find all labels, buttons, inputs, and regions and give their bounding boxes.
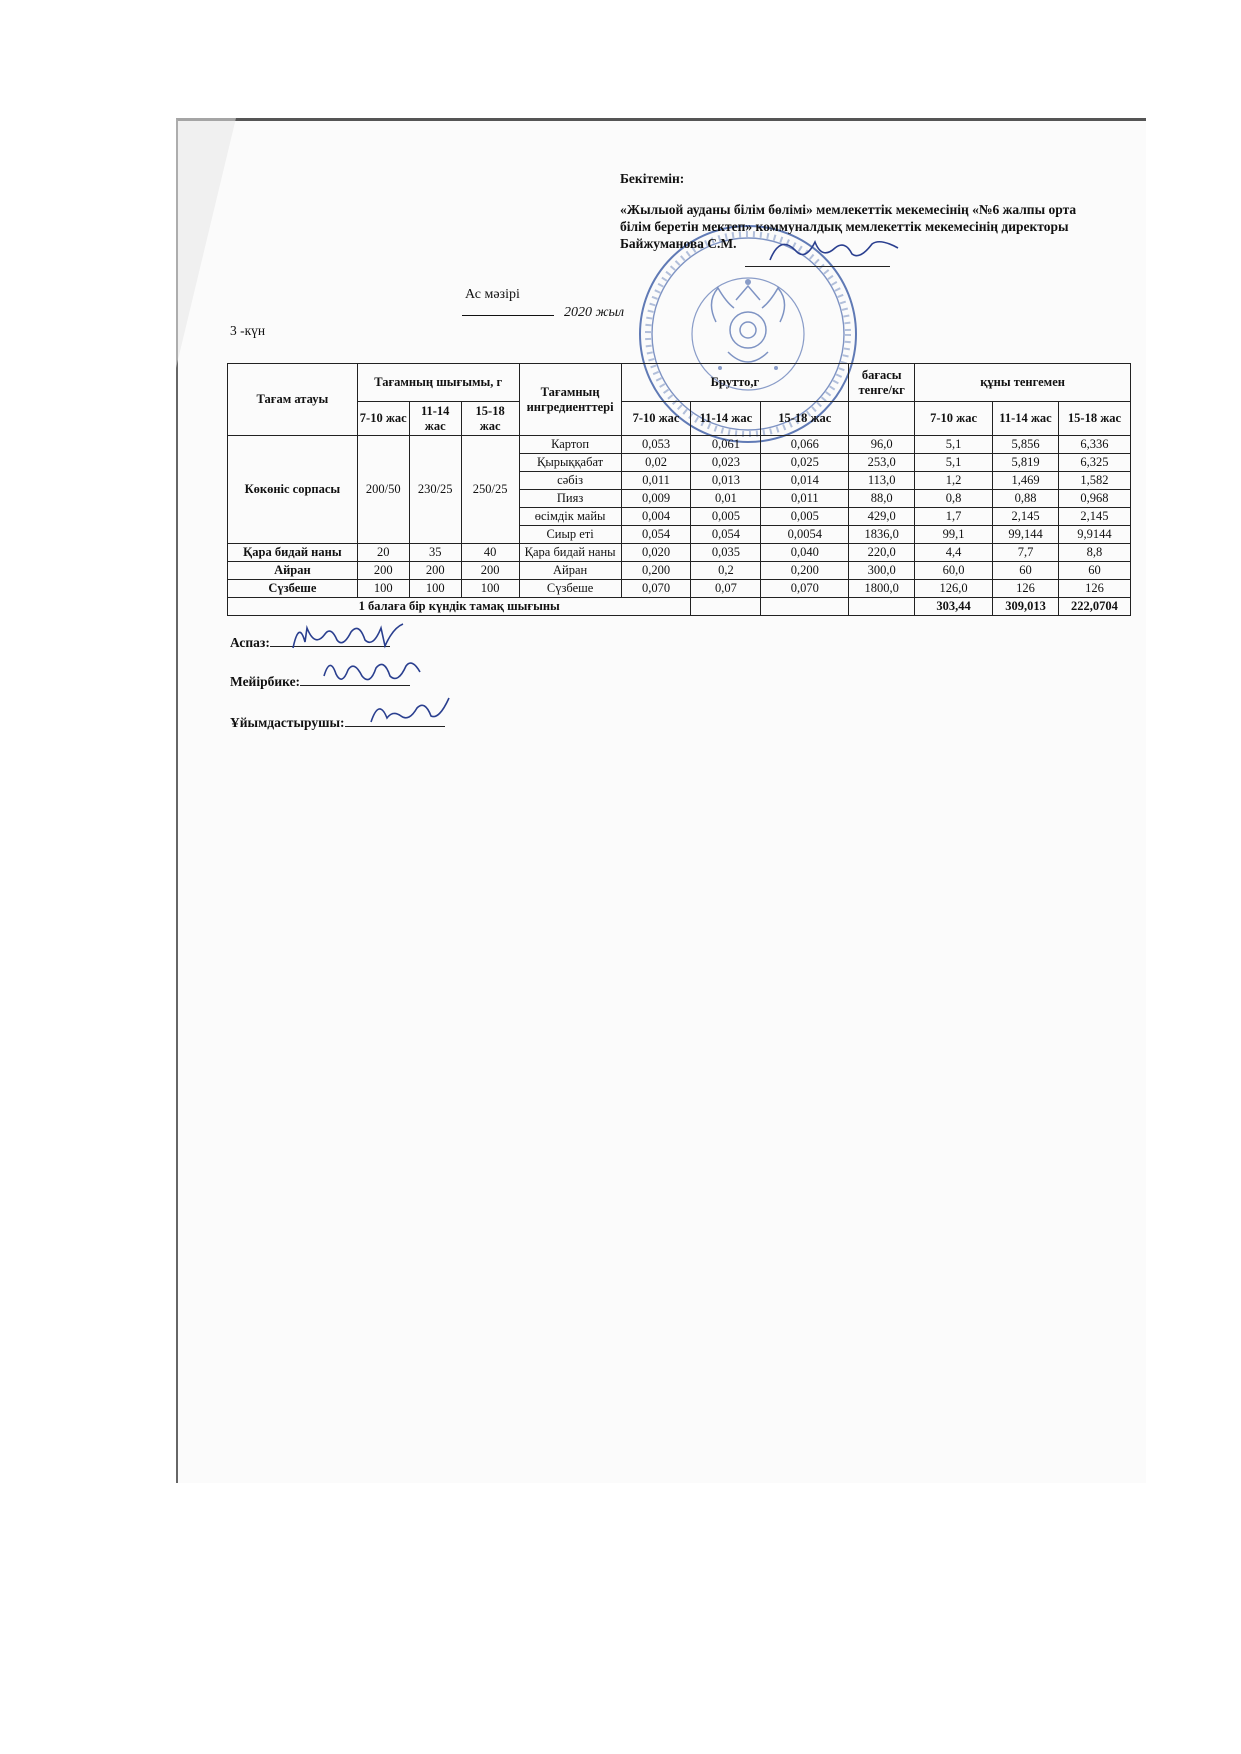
dish-row [228, 544, 1131, 562]
soup-ingredient-row [228, 436, 1131, 454]
brutto-value: 0,005 [691, 508, 761, 526]
brutto-value: 0,2 [691, 562, 761, 580]
price-value: 220,0 [849, 544, 915, 562]
cost-value: 2,145 [1058, 508, 1130, 526]
dish-name: Сүзбеше [228, 580, 358, 598]
brutto-age-1: 7-10 жас [621, 402, 691, 436]
header-ingredients: Тағамның ингредиенттері [519, 364, 621, 436]
total-cost-2: 309,013 [993, 598, 1059, 616]
dish-yield: 100 [357, 580, 409, 598]
price-value: 1800,0 [849, 580, 915, 598]
brutto-value: 0,054 [691, 526, 761, 544]
day-label: 3 -күн [230, 323, 266, 338]
price-value: 113,0 [849, 472, 915, 490]
price-value: 1836,0 [849, 526, 915, 544]
dish-yield: 200 [409, 562, 461, 580]
total-label: 1 балаға бір күндік тамақ шығыны [228, 598, 691, 616]
cost-value: 126 [1058, 580, 1130, 598]
price-value: 88,0 [849, 490, 915, 508]
brutto-value: 0,01 [691, 490, 761, 508]
date-blank [462, 315, 554, 316]
cost-value: 126,0 [915, 580, 993, 598]
director-name: Байжуманова С.М. [620, 236, 737, 251]
nurse-signature [318, 652, 428, 692]
nurse-label: Мейірбике: [230, 674, 301, 689]
header-cost: құны тенгемен [915, 364, 1131, 402]
dish-yield: 100 [461, 580, 519, 598]
soup-yield-1: 200/50 [357, 436, 409, 544]
brutto-value: 0,005 [761, 508, 849, 526]
brutto-age-2: 11-14 жас [691, 402, 761, 436]
brutto-value: 0,02 [621, 454, 691, 472]
brutto-value: 0,200 [761, 562, 849, 580]
brutto-value: 0,040 [761, 544, 849, 562]
price-value: 429,0 [849, 508, 915, 526]
header-price: бағасы тенге/кг [849, 364, 915, 402]
director-signature [760, 230, 910, 270]
dish-name: Айран [228, 562, 358, 580]
ingredient-name: Сиыр еті [519, 526, 621, 544]
menu-table [227, 363, 1131, 616]
brutto-value: 0,004 [621, 508, 691, 526]
brutto-value: 0,070 [761, 580, 849, 598]
brutto-value: 0,011 [621, 472, 691, 490]
cost-value: 60 [1058, 562, 1130, 580]
page-fold-shadow [176, 118, 236, 368]
brutto-value: 0,061 [691, 436, 761, 454]
cost-value: 60,0 [915, 562, 993, 580]
cost-age-1: 7-10 жас [915, 402, 993, 436]
dish-yield: 200 [357, 562, 409, 580]
yield-age-3: 15-18 жас [461, 402, 519, 436]
cost-value: 2,145 [993, 508, 1059, 526]
cost-value: 6,336 [1058, 436, 1130, 454]
price-value: 96,0 [849, 436, 915, 454]
approval-title: Бекітемін: [620, 171, 685, 186]
yield-age-2: 11-14 жас [409, 402, 461, 436]
cost-value: 9,9144 [1058, 526, 1130, 544]
date-year: 2020 жыл [564, 305, 625, 320]
cost-value: 1,469 [993, 472, 1059, 490]
cost-value: 0,88 [993, 490, 1059, 508]
total-cost-1: 303,44 [915, 598, 993, 616]
brutto-value: 0,053 [621, 436, 691, 454]
brutto-value: 0,066 [761, 436, 849, 454]
ingredient-name: Картоп [519, 436, 621, 454]
cost-age-2: 11-14 жас [993, 402, 1059, 436]
header-dish: Тағам атауы [228, 364, 358, 436]
brutto-value: 0,07 [691, 580, 761, 598]
brutto-value: 0,054 [621, 526, 691, 544]
total-row [228, 598, 1131, 616]
organizer-label: Ұйымдастырушы: [230, 715, 345, 730]
cost-value: 5,1 [915, 436, 993, 454]
ingredient-name: Сүзбеше [519, 580, 621, 598]
price-value: 253,0 [849, 454, 915, 472]
brutto-value: 0,013 [691, 472, 761, 490]
soup-yield-2: 230/25 [409, 436, 461, 544]
total-empty-2 [761, 598, 849, 616]
price-empty-cell [849, 402, 915, 436]
brutto-value: 0,009 [621, 490, 691, 508]
dish-yield: 40 [461, 544, 519, 562]
cost-age-3: 15-18 жас [1058, 402, 1130, 436]
cost-value: 5,819 [993, 454, 1059, 472]
dish-yield: 20 [357, 544, 409, 562]
cost-value: 99,1 [915, 526, 993, 544]
total-cost-3: 222,0704 [1058, 598, 1130, 616]
dish-yield: 35 [409, 544, 461, 562]
brutto-value: 0,200 [621, 562, 691, 580]
dish-yield: 100 [409, 580, 461, 598]
ingredient-name: Айран [519, 562, 621, 580]
dish-name: Қара бидай наны [228, 544, 358, 562]
brutto-value: 0,0054 [761, 526, 849, 544]
ingredient-name: өсімдік майы [519, 508, 621, 526]
date-line [462, 305, 624, 321]
cost-value: 7,7 [993, 544, 1059, 562]
cost-value: 0,8 [915, 490, 993, 508]
ingredient-name: сәбіз [519, 472, 621, 490]
brutto-value: 0,023 [691, 454, 761, 472]
dish-yield: 200 [461, 562, 519, 580]
cost-value: 1,7 [915, 508, 993, 526]
ingredient-name: Қырыққабат [519, 454, 621, 472]
brutto-value: 0,025 [761, 454, 849, 472]
brutto-value: 0,035 [691, 544, 761, 562]
total-empty-1 [691, 598, 761, 616]
soup-yield-3: 250/25 [461, 436, 519, 544]
cost-value: 4,4 [915, 544, 993, 562]
cost-value: 1,582 [1058, 472, 1130, 490]
cook-label: Аспаз: [230, 635, 270, 650]
ingredient-name: Пияз [519, 490, 621, 508]
brutto-value: 0,020 [621, 544, 691, 562]
cost-value: 1,2 [915, 472, 993, 490]
cost-value: 126 [993, 580, 1059, 598]
cost-value: 0,968 [1058, 490, 1130, 508]
yield-age-1: 7-10 жас [357, 402, 409, 436]
brutto-value: 0,011 [761, 490, 849, 508]
dish-row [228, 562, 1131, 580]
menu-title: Ас мәзірі [465, 287, 520, 302]
cost-value: 8,8 [1058, 544, 1130, 562]
brutto-age-3: 15-18 жас [761, 402, 849, 436]
cost-value: 5,856 [993, 436, 1059, 454]
dish-row [228, 580, 1131, 598]
cost-value: 60 [993, 562, 1059, 580]
header-brutto: Брутто,г [621, 364, 849, 402]
soup-name: Көкөніс сорпасы [228, 436, 358, 544]
header-yield: Тағамның шығымы, г [357, 364, 519, 402]
brutto-value: 0,014 [761, 472, 849, 490]
cost-value: 5,1 [915, 454, 993, 472]
approval-line-1: «Жылыой ауданы білім бөлімі» мемлекеттік мекемесінің «№6 жалпы орта [620, 202, 1077, 217]
organizer-signature [365, 690, 455, 730]
approval-line-2: білім беретін мектеп» коммуналдық мемлекеттік мекемесінің директоры [620, 219, 1069, 234]
brutto-value: 0,070 [621, 580, 691, 598]
cost-value: 99,144 [993, 526, 1059, 544]
price-value: 300,0 [849, 562, 915, 580]
ingredient-name: Қара бидай наны [519, 544, 621, 562]
total-empty-3 [849, 598, 915, 616]
cost-value: 6,325 [1058, 454, 1130, 472]
